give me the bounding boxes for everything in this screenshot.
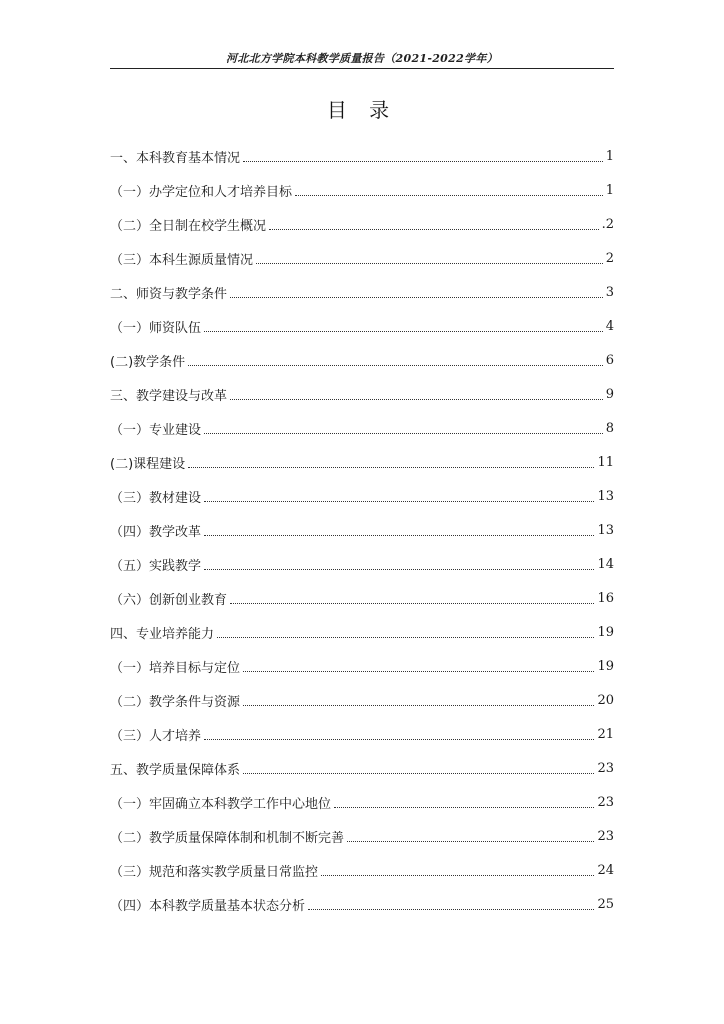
toc-entry-page: .2	[601, 216, 614, 232]
toc-entry[interactable]	[110, 581, 614, 615]
dot-leader	[308, 909, 594, 910]
dot-leader	[321, 875, 594, 876]
toc-entry-page: 2	[605, 250, 614, 266]
toc-title: 目 录	[326, 98, 398, 122]
dot-leader	[256, 263, 603, 264]
toc-entry-page: 3	[605, 284, 614, 300]
dot-leader	[269, 229, 599, 230]
toc-entry-label: 二、师资与教学条件	[110, 286, 228, 302]
toc-entry[interactable]	[110, 819, 614, 853]
toc-entry-label: 一、本科教育基本情况	[110, 150, 241, 166]
toc-entry-page: 23	[597, 760, 614, 776]
toc-entry-page: 13	[597, 488, 614, 504]
dot-leader	[204, 331, 603, 332]
toc-entry-label: （一）师资队伍	[110, 320, 202, 336]
dot-leader	[243, 161, 603, 162]
dot-leader	[230, 603, 594, 604]
toc-entry[interactable]	[110, 207, 614, 241]
toc-entry-label: （三）本科生源质量情况	[110, 252, 254, 268]
toc-entry-label: （一）专业建设	[110, 422, 202, 438]
toc-entry-label: （五）实践教学	[110, 558, 202, 574]
toc-entry-label: （二）教学质量保障体制和机制不断完善	[110, 830, 345, 846]
toc-entry-page: 19	[597, 658, 614, 674]
toc-entry[interactable]	[110, 377, 614, 411]
dot-leader	[243, 671, 594, 672]
toc-entry[interactable]	[110, 445, 614, 479]
toc-entry-label: （六）创新创业教育	[110, 592, 228, 608]
toc-entry[interactable]	[110, 887, 614, 921]
dot-leader	[217, 637, 594, 638]
toc-entry[interactable]	[110, 649, 614, 683]
toc-entry[interactable]	[110, 615, 614, 649]
toc-entry[interactable]	[110, 343, 614, 377]
dot-leader	[204, 501, 594, 502]
toc-entry[interactable]	[110, 513, 614, 547]
toc-entry-label: （三）人才培养	[110, 728, 202, 744]
toc-entry-page: 9	[605, 386, 614, 402]
toc-entry[interactable]	[110, 547, 614, 581]
toc-entry[interactable]	[110, 411, 614, 445]
toc-entry[interactable]	[110, 751, 614, 785]
dot-leader	[204, 535, 594, 536]
toc-entry-label: （一）培养目标与定位	[110, 660, 241, 676]
toc-entry[interactable]	[110, 683, 614, 717]
toc-entry-page: 25	[597, 896, 614, 912]
toc-entry-page: 6	[605, 352, 614, 368]
toc-entry-page: 23	[597, 794, 614, 810]
toc-entry-page: 24	[597, 862, 614, 878]
dot-leader	[204, 433, 603, 434]
toc-entry-page: 16	[597, 590, 614, 606]
toc-entry-label: （一）牢固确立本科教学工作中心地位	[110, 796, 332, 812]
toc-entry-page: 1	[605, 182, 614, 198]
toc-entry-page: 13	[597, 522, 614, 538]
toc-entry-page: 4	[605, 318, 614, 334]
toc-entry-page: 11	[597, 454, 614, 470]
toc-entry-label: 五、教学质量保障体系	[110, 762, 241, 778]
dot-leader	[188, 365, 603, 366]
toc-entry-page: 23	[597, 828, 614, 844]
toc-entry-label: （一）办学定位和人才培养目标	[110, 184, 293, 200]
table-of-contents	[110, 139, 614, 921]
dot-leader	[243, 773, 594, 774]
toc-entry[interactable]	[110, 785, 614, 819]
toc-entry-label: (二)课程建设	[110, 456, 186, 472]
toc-entry-page: 21	[597, 726, 614, 742]
toc-entry-page: 20	[597, 692, 614, 708]
toc-entry[interactable]	[110, 241, 614, 275]
toc-entry-label: （四）本科教学质量基本状态分析	[110, 898, 306, 914]
toc-entry-label: （二）教学条件与资源	[110, 694, 241, 710]
dot-leader	[230, 297, 603, 298]
toc-entry-page: 19	[597, 624, 614, 640]
toc-entry-page: 14	[597, 556, 614, 572]
toc-entry-page: 8	[605, 420, 614, 436]
toc-entry-label: (二)教学条件	[110, 354, 186, 370]
dot-leader	[295, 195, 603, 196]
dot-leader	[334, 807, 594, 808]
dot-leader	[188, 467, 594, 468]
toc-entry-label: 四、专业培养能力	[110, 626, 215, 642]
toc-entry-label: （三）规范和落实教学质量日常监控	[110, 864, 319, 880]
dot-leader	[204, 739, 594, 740]
toc-entry-page: 1	[605, 148, 614, 164]
toc-entry[interactable]	[110, 173, 614, 207]
toc-entry[interactable]	[110, 853, 614, 887]
toc-entry-label: （二）全日制在校学生概况	[110, 218, 267, 234]
running-header: 河北北方学院本科教学质量报告（2021-2022学年）	[226, 52, 498, 65]
dot-leader	[230, 399, 603, 400]
dot-leader	[243, 705, 594, 706]
header-rule	[110, 68, 614, 69]
toc-entry[interactable]	[110, 479, 614, 513]
toc-entry-label: （三）教材建设	[110, 490, 202, 506]
dot-leader	[204, 569, 594, 570]
toc-entry[interactable]	[110, 139, 614, 173]
dot-leader	[347, 841, 594, 842]
toc-entry-label: 三、教学建设与改革	[110, 388, 228, 404]
toc-entry[interactable]	[110, 717, 614, 751]
toc-entry[interactable]	[110, 309, 614, 343]
toc-entry-label: （四）教学改革	[110, 524, 202, 540]
toc-entry[interactable]	[110, 275, 614, 309]
